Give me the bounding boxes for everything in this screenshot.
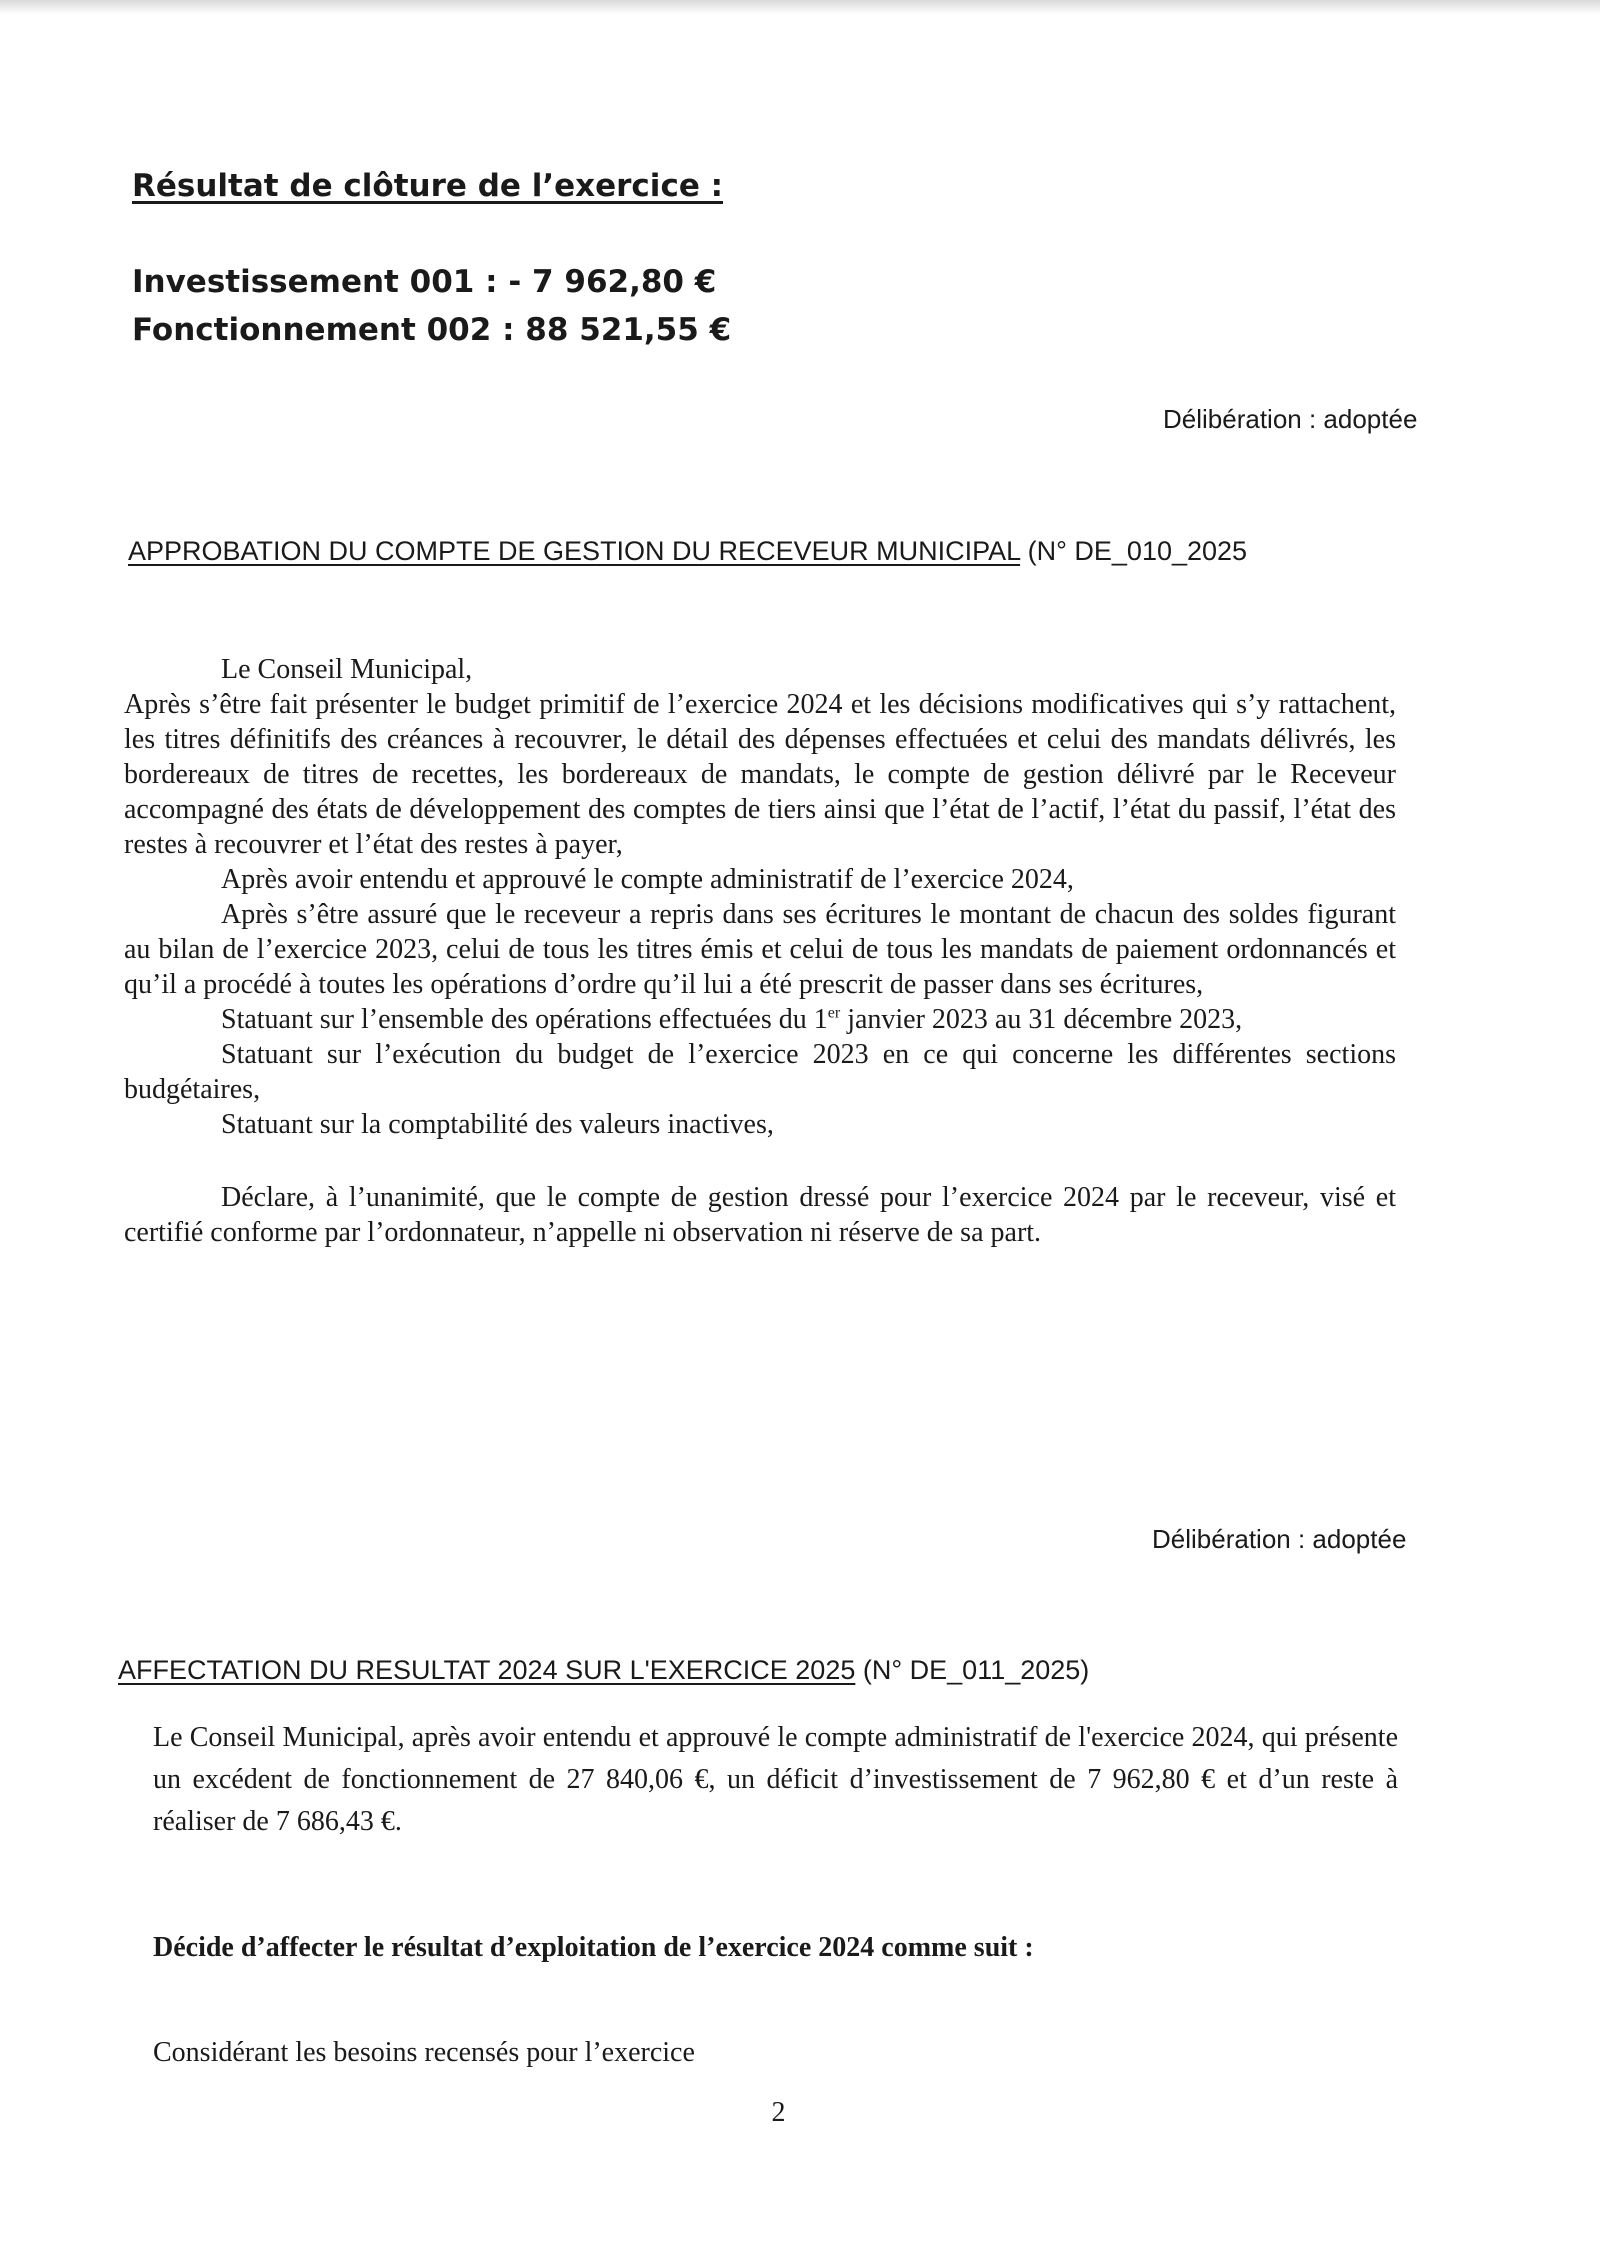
section-heading-number: (N° DE_010_2025 bbox=[1020, 536, 1248, 566]
allocation-heading-number: (N° DE_011_2025) bbox=[855, 1655, 1090, 1685]
page-number: 2 bbox=[771, 2097, 786, 2128]
deliberation-status-1: Délibération : adoptée bbox=[1163, 404, 1418, 434]
paragraph-ruling-operations bbox=[124, 1002, 1396, 1037]
investment-result: Investissement 001 : - 7 962,80 € bbox=[132, 264, 717, 300]
ruling-operations-text: Statuant sur l’ensemble des opérations effectuées du 1 bbox=[221, 1004, 828, 1035]
paragraph-admin-account: Après avoir entendu et approuvé le compte administratif de l’exercice 2024, bbox=[221, 864, 1074, 895]
ordinal-superscript: er bbox=[827, 1004, 841, 1022]
closing-result-title: Résultat de clôture de l’exercice : bbox=[132, 168, 724, 204]
section-heading-title: APPROBATION DU COMPTE DE GESTION DU RECEVEUR MUNICIPAL bbox=[128, 536, 1021, 566]
allocation-heading-title: AFFECTATION DU RESULTAT 2024 SUR L'EXERCICE 2025 bbox=[118, 1655, 856, 1685]
council-opening: Le Conseil Municipal, bbox=[221, 654, 473, 685]
section-heading-allocation bbox=[118, 1655, 1089, 1686]
section-heading-management-account bbox=[128, 536, 1247, 567]
management-account-body bbox=[124, 652, 1396, 1250]
allocation-decision: Décide d’affecter le résultat d’exploitation de l’exercice 2024 comme suit : bbox=[153, 1932, 1034, 1963]
allocation-body: Le Conseil Municipal, après avoir entendu et approuvé le compte administratif de l'exercice 2024, qui présente un excédent de fonctionnement de 27 840,06 €, un déficit d’investissement de 7 962,80 € et d’un reste à réaliser de 7 686,43 €. bbox=[153, 1722, 1398, 1837]
scan-edge bbox=[0, 0, 1600, 14]
operating-result: Fonctionnement 002 : 88 521,55 € bbox=[132, 312, 732, 348]
paragraph-budget-presented: Après s’être fait présenter le budget primitif de l’exercice 2024 et les décisions modificatives qui s’y rattachent, les titres définitifs des créances à recouvrer, le détail des dépenses effectuées et celui des mandats délivrés, les bordereaux de titres de recettes, les bordereaux de mandats, le compte de gestion délivré par le Receveur accompagné des états de développement des comptes de tiers ainsi que l’état de l’actif, l’état du passif, l’état des restes à recouvrer et l’état des restes à payer, bbox=[124, 689, 1396, 860]
deliberation-status-2: Délibération : adoptée bbox=[1152, 1524, 1407, 1554]
ruling-operations-dates: janvier 2023 au 31 décembre 2023, bbox=[840, 1004, 1243, 1035]
paragraph-ruling-budget: Statuant sur l’exécution du budget de l’exercice 2023 en ce qui concerne les différentes sections budgétaires, bbox=[124, 1039, 1396, 1105]
paragraph-ruling-values: Statuant sur la comptabilité des valeurs inactives, bbox=[221, 1109, 774, 1140]
paragraph-declaration: Déclare, à l’unanimité, que le compte de gestion dressé pour l’exercice 2024 par le receveur, visé et certifié conforme par l’ordonnateur, n’appelle ni observation ni réserve de sa part. bbox=[124, 1182, 1396, 1248]
considering-line: Considérant les besoins recensés pour l’exercice bbox=[153, 2037, 695, 2068]
paragraph-receiver-assured: Après s’être assuré que le receveur a repris dans ses écritures le montant de chacun des soldes figurant au bilan de l’exercice 2023, celui de tous les titres émis et celui de tous les mandats de paiement ordonnancés et qu’il a procédé à toutes les opérations d’ordre qu’il lui a été prescrit de passer dans ses écritures, bbox=[124, 899, 1396, 1000]
